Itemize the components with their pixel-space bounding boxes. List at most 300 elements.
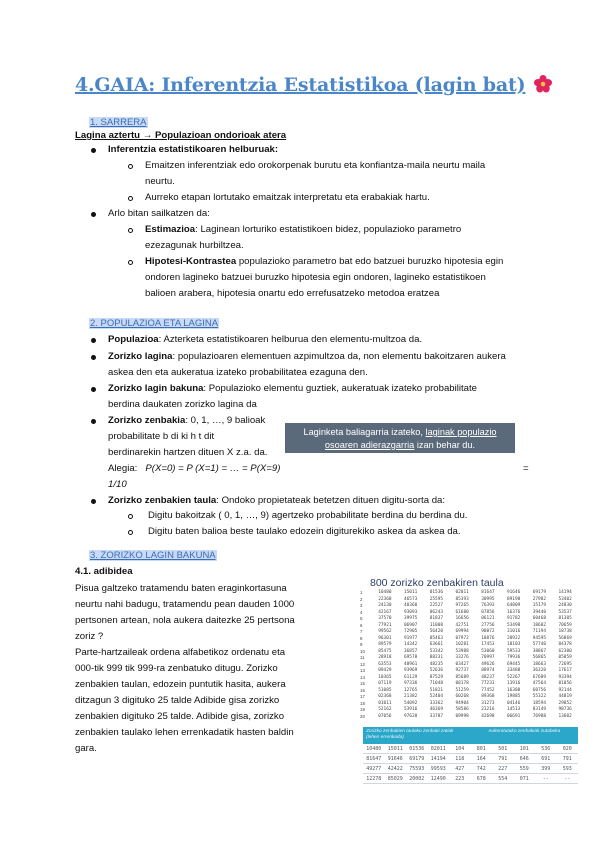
term: Zorizko zenbakien taula xyxy=(108,495,217,506)
table-cell: 42698 xyxy=(481,713,495,719)
table-cell: 691 xyxy=(541,756,551,762)
table-cell: 72695 xyxy=(558,661,572,667)
table-cell: 49277 xyxy=(366,766,382,772)
table-row xyxy=(363,744,578,754)
table-cell: 101 xyxy=(519,746,529,752)
table-cell: 92144 xyxy=(558,687,572,693)
list-item-continuation: berdina daukaten zorizko lagina da xyxy=(108,399,257,410)
table-cell: 05859 xyxy=(558,655,572,660)
table-cell: 48360 xyxy=(404,603,418,608)
table-cell: 53537 xyxy=(558,609,572,615)
table-cell: 14 xyxy=(360,674,365,680)
table-cell: 164 xyxy=(476,756,486,762)
table-cell: 07856 xyxy=(481,609,495,615)
table-row xyxy=(363,764,578,774)
table-cell: 91977 xyxy=(404,635,418,641)
section-heading-sarrera: 1. SARRERA xyxy=(90,117,147,128)
table-cell: 42751 xyxy=(455,622,469,628)
table-cell: 62300 xyxy=(558,648,572,654)
table-cell: 19885 xyxy=(507,694,521,699)
table-cell: 7 xyxy=(360,629,363,634)
table-cell: 16308 xyxy=(507,687,521,693)
table-cell: 57740 xyxy=(532,642,546,647)
list-item xyxy=(108,333,422,346)
table-cell: 81647 xyxy=(366,756,382,762)
list-item: Digitu baten balioa beste taulako edozein digiturekiko askea da askea da. xyxy=(148,526,461,537)
table-cell: 801 xyxy=(476,746,486,752)
table-cell: 37570 xyxy=(378,616,392,621)
table-cell: 12 xyxy=(360,661,365,667)
table-cell: 67689 xyxy=(532,674,546,680)
table-cell: 40961 xyxy=(404,661,418,667)
table-cell: 28918 xyxy=(378,655,392,660)
section-heading-zorizko-lagin: 3. ZORIZKO LAGIN BAKUNA xyxy=(90,550,216,561)
table-cell: 24130 xyxy=(378,603,392,608)
table-cell: 01011 xyxy=(378,700,392,706)
table-cell: 13602 xyxy=(558,713,572,719)
table-cell: 69179 xyxy=(532,590,546,595)
table-cell: 56865 xyxy=(532,655,546,660)
table-cell: 16 xyxy=(360,687,365,693)
formula-equals: = xyxy=(523,463,529,474)
bullet-icon xyxy=(91,212,96,217)
table-cell: 31273 xyxy=(481,700,495,706)
table-cell: 6 xyxy=(360,622,363,628)
table-cell: 53402 xyxy=(558,596,572,602)
table-cell: 223 xyxy=(455,776,465,782)
table-cell: 12278 xyxy=(366,776,382,782)
table-cell: 39975 xyxy=(404,616,418,621)
table-cell: 04146 xyxy=(507,700,521,706)
table-cell: 56420 xyxy=(429,629,443,634)
selected-numbers-table xyxy=(363,727,578,784)
table-cell: 76988 xyxy=(532,713,546,719)
table-cell: 85393 xyxy=(455,596,469,602)
list-item: Emaitzen inferentziak edo orokorpenak burutu eta konfiantza-maila neurtu maila xyxy=(145,160,486,171)
table-cell: 77233 xyxy=(481,681,495,686)
table-cell: 25595 xyxy=(429,596,443,602)
table-cell: 06121 xyxy=(481,616,495,621)
table-cell: 020 xyxy=(562,746,572,752)
table-cell: 93969 xyxy=(404,668,418,673)
table-cell: 52267 xyxy=(507,674,521,680)
table-cell: 53498 xyxy=(507,622,521,628)
table-row xyxy=(363,774,578,784)
table-cell: 91782 xyxy=(507,616,521,621)
list-item: Digitu bakoitzak ( 0, 1, …, 9) agertzeko probabilitate berdina du berdina du. xyxy=(148,510,468,521)
table-cell: 47564 xyxy=(532,681,546,686)
table-cell: 15011 xyxy=(404,590,418,595)
table-cell: 61129 xyxy=(404,674,418,680)
definition: : Azterketa estatistikoaren helburua den elementu-multzoa da. xyxy=(158,334,423,345)
table-cell: 51259 xyxy=(455,687,469,693)
table-cell: 60468 xyxy=(532,616,546,621)
selected-table-body xyxy=(363,744,578,784)
selected-table-header xyxy=(363,727,578,744)
table-cell: 27756 xyxy=(481,622,495,628)
table-cell: 12765 xyxy=(404,687,418,693)
table-cell: 06907 xyxy=(404,622,418,628)
table-cell: 81837 xyxy=(429,616,443,621)
table-cell: 24830 xyxy=(558,603,572,608)
table-cell: 8 xyxy=(360,635,363,641)
table-cell: 554 xyxy=(498,776,508,782)
table-cell: 46573 xyxy=(404,596,418,602)
list-item-continuation: askea den eta aukeratua izateko probabilitatea ezaguna den. xyxy=(108,367,368,378)
table-cell: 39440 xyxy=(532,609,546,615)
paragraph-line: Pisua galtzeko tratamendu baten eraginkortasuna xyxy=(75,583,287,594)
table-cell: 81305 xyxy=(558,616,572,621)
table-cell: 44819 xyxy=(558,694,572,699)
table-cell: 742 xyxy=(476,766,486,772)
paragraph-line: 000-tik 999 tik 999-ra zenbatuko ditugu. Zorizko xyxy=(75,663,278,674)
table-cell: 89368 xyxy=(481,694,495,699)
table-cell: 19 xyxy=(360,707,365,712)
table-cell: 11008 xyxy=(429,622,443,628)
definition: populazioko parametro bat edo batzuei buruzko hipotesia egin xyxy=(236,256,504,267)
table-cell: 51821 xyxy=(429,687,443,693)
definition: : populazioaren elementuen azpimultzoa da, non elementu bakoitzaren aukera xyxy=(172,351,506,362)
list-item xyxy=(108,382,477,395)
table-cell: 09998 xyxy=(455,713,469,719)
table-cell: 18 xyxy=(360,700,365,706)
table-cell: -- xyxy=(542,776,549,782)
table-cell: 10 xyxy=(360,648,365,654)
table-cell: 22368 xyxy=(378,596,392,602)
table-cell: 15 xyxy=(360,681,365,686)
bullet-icon xyxy=(91,355,96,360)
list-item xyxy=(145,223,461,236)
table-cell: 77452 xyxy=(481,687,495,693)
table-cell: 30995 xyxy=(481,596,495,602)
table-cell: 81056 xyxy=(558,681,572,686)
table-cell: 678 xyxy=(476,776,486,782)
table-cell: 70997 xyxy=(481,655,495,660)
table-row xyxy=(363,754,578,764)
table-cell: 427 xyxy=(455,766,465,772)
table-cell: 98872 xyxy=(481,629,495,634)
table-cell: 87529 xyxy=(429,674,443,680)
callout-text: izan behar du. xyxy=(414,439,476,450)
table-cell: 88231 xyxy=(429,655,443,660)
table-cell: 18876 xyxy=(481,635,495,641)
table-cell: 55322 xyxy=(532,694,546,699)
formula-value: 1/10 xyxy=(108,479,127,490)
table-cell: 91646 xyxy=(387,756,403,762)
list-item xyxy=(145,255,503,268)
table-cell: 49626 xyxy=(481,661,495,667)
table-cell: 70659 xyxy=(558,622,572,628)
table-cell: 54092 xyxy=(404,700,418,706)
circle-bullet-icon xyxy=(128,514,133,519)
table-cell: 85029 xyxy=(387,776,403,782)
table-cell: 69179 xyxy=(409,756,425,762)
term: Zorizko zenbakia xyxy=(108,415,186,426)
table-cell: 03427 xyxy=(455,661,469,667)
table-cell: 59533 xyxy=(507,648,521,654)
table-cell: 53060 xyxy=(481,648,495,654)
table-cell: 501 xyxy=(498,746,508,752)
definition: : Laginean lorturiko estatistikoen bidez, populazioko parametro xyxy=(195,224,462,235)
table-cell: 79936 xyxy=(507,655,521,660)
list-item xyxy=(108,414,265,427)
paragraph-line: zoriz ? xyxy=(75,631,104,642)
circle-bullet-icon xyxy=(128,196,133,201)
table-cell: 18738 xyxy=(558,629,572,634)
table-cell: 21382 xyxy=(404,694,418,699)
table-cell: 20922 xyxy=(507,635,521,641)
table-cell: 18663 xyxy=(532,661,546,667)
list-item-continuation: balioen arabera, hipotesia onartu edo errefusatzeko metodoa eratzea xyxy=(145,288,440,299)
table-cell: 4 xyxy=(360,609,363,615)
table-cell: -- xyxy=(564,776,571,782)
table-cell: 51085 xyxy=(378,687,392,693)
table-cell: 33276 xyxy=(455,655,469,660)
bullet-icon xyxy=(91,387,96,392)
table-cell: 10365 xyxy=(378,674,392,680)
paragraph-line: Parte-hartzaileak ordena alfabetikoz ordenatu eta xyxy=(75,647,286,658)
table-cell: 33362 xyxy=(429,700,443,706)
table-cell: 12490 xyxy=(430,776,446,782)
table-cell: 69445 xyxy=(507,661,521,667)
list-item: Inferentzia estatistikoaren helburuak: xyxy=(108,144,279,155)
table-cell: 98736 xyxy=(558,707,572,712)
list-item xyxy=(108,494,445,507)
table-cell: 05463 xyxy=(429,635,443,641)
table-cell: 5 xyxy=(360,616,363,621)
table-cell: 56869 xyxy=(558,635,572,641)
table-cell: 85689 xyxy=(455,674,469,680)
table-cell: 69578 xyxy=(404,655,418,660)
list-item-continuation: berdinarekin hartzen dituen X z.a. da. xyxy=(108,447,268,458)
table-cell: 71048 xyxy=(429,681,443,686)
table-cell: 18602 xyxy=(532,622,546,628)
formula-line xyxy=(108,462,280,475)
paragraph-line: zenbakien digituko 25 talde. Adibide gisa, zorizko xyxy=(75,711,285,722)
term: Zorizko lagin bakuna xyxy=(108,383,204,394)
table-cell: 17 xyxy=(360,694,365,699)
table-cell: 52162 xyxy=(378,707,392,712)
definition: : 0, 1, …, 9 balioak xyxy=(185,415,266,426)
table-cell: 17617 xyxy=(558,668,572,673)
table-cell: 2 xyxy=(360,596,363,602)
header-right: Aukeratutako zenbakiak zutabeka xyxy=(488,729,561,734)
circle-bullet-icon xyxy=(128,260,133,265)
table-cell: 89198 xyxy=(507,596,521,602)
bullet-icon xyxy=(91,338,96,343)
table-cell: 94904 xyxy=(455,700,469,706)
table-cell: 10281 xyxy=(455,642,469,647)
table-cell: 91646 xyxy=(507,590,521,595)
table-cell: 14513 xyxy=(507,707,521,712)
table-cell: 48235 xyxy=(429,661,443,667)
table-cell: 20 xyxy=(360,713,365,719)
table-cell: 33787 xyxy=(429,713,443,719)
definition: : Ondoko propietateak betetzen dituen digitu-sorta da: xyxy=(216,495,446,506)
table-cell: 93394 xyxy=(558,674,572,680)
table-cell: 14194 xyxy=(430,756,446,762)
table-cell: 07972 xyxy=(455,635,469,641)
table-cell: 07056 xyxy=(378,713,392,719)
table-cell: 92737 xyxy=(455,668,469,673)
table-cell: 18103 xyxy=(507,642,521,647)
circle-bullet-icon xyxy=(128,164,133,169)
table-cell: 10480 xyxy=(366,746,382,752)
table-cell: 46369 xyxy=(429,707,443,712)
list-item-continuation: probabilitate b di ki h t dit xyxy=(108,431,215,442)
table-cell: 48237 xyxy=(481,674,495,680)
callout-text: Laginketa baliagarria izateko, xyxy=(303,427,426,437)
example-paragraph-1 xyxy=(75,581,295,645)
table-cell: 99562 xyxy=(378,629,392,634)
formula-label: Alegia: xyxy=(108,463,138,474)
table-cell: 97265 xyxy=(455,603,469,608)
term: Populazioa xyxy=(108,334,159,345)
table-cell: 69994 xyxy=(455,629,469,634)
table-cell: 31016 xyxy=(507,629,521,634)
table-row xyxy=(360,714,578,721)
table-cell: 16376 xyxy=(507,609,521,615)
table-cell: 52636 xyxy=(429,668,443,673)
table-cell: 42167 xyxy=(378,609,392,615)
table-cell: 93093 xyxy=(404,609,418,615)
table-cell: 791 xyxy=(562,756,572,762)
page-title xyxy=(75,74,552,96)
table-cell: 071 xyxy=(519,776,529,782)
table-cell: 16656 xyxy=(455,616,469,621)
table-cell: 27982 xyxy=(532,596,546,602)
table-cell: 99593 xyxy=(430,766,446,772)
table-cell: 01536 xyxy=(409,746,425,752)
circle-bullet-icon xyxy=(128,228,133,233)
list-item-continuation: ezezagunak hurbiltzea. xyxy=(145,240,244,251)
table-cell: 593 xyxy=(562,766,572,772)
table-cell: 97628 xyxy=(404,713,418,719)
table-cell: 646 xyxy=(519,756,529,762)
random-table-title: 800 zorizko zenbakiren taula xyxy=(370,577,504,589)
table-cell: 53342 xyxy=(429,648,443,654)
table-cell: 53916 xyxy=(404,707,418,712)
paragraph-line: neurtu nahi badugu, tratamendu pean dauden 1000 xyxy=(75,599,295,610)
paragraph-line: pertsonen artean, nola aukera daitezke 25 pertsona xyxy=(75,615,295,626)
hibiscus-icon xyxy=(534,75,552,93)
table-cell: 14342 xyxy=(404,642,418,647)
example-paragraph-2 xyxy=(75,645,294,757)
table-cell: 22527 xyxy=(429,603,443,608)
table-cell: 06243 xyxy=(429,609,443,615)
table-cell: 71194 xyxy=(532,629,546,634)
table-cell: 13916 xyxy=(507,681,521,686)
page-title-text: 4.GAIA: Inferentzia Estatistikoa (lagin bat) xyxy=(75,74,526,96)
table-cell: 06691 xyxy=(507,713,521,719)
table-cell: 94595 xyxy=(532,635,546,641)
section-heading-populazioa: 2. POPULAZIOA ETA LAGINA xyxy=(90,318,219,329)
table-cell: 81647 xyxy=(481,590,495,595)
section-subheading: Lagina aztertu → Populazioan ondorioak atera xyxy=(75,130,287,141)
table-cell: 3 xyxy=(360,603,363,608)
table-cell: 227 xyxy=(498,766,508,772)
table-cell: 76393 xyxy=(481,603,495,608)
table-cell: 104 xyxy=(455,746,465,752)
bullet-icon xyxy=(91,499,96,504)
table-cell: 36857 xyxy=(404,648,418,654)
table-cell: 60268 xyxy=(455,694,469,699)
table-cell: 17453 xyxy=(481,642,495,647)
table-cell: 38867 xyxy=(532,648,546,654)
list-item xyxy=(108,350,506,363)
term: Zorizko lagina xyxy=(108,351,173,362)
table-cell: 36320 xyxy=(532,668,546,673)
table-cell: 60756 xyxy=(532,687,546,693)
term: Estimazioa xyxy=(145,224,196,235)
table-cell: 84378 xyxy=(558,642,572,647)
table-cell: 88974 xyxy=(481,668,495,673)
table-cell: 20002 xyxy=(409,776,425,782)
table-cell: 536 xyxy=(541,746,551,752)
example-title: 4.1. adibidea xyxy=(75,566,133,577)
table-cell: 791 xyxy=(498,756,508,762)
table-cell: 02368 xyxy=(378,694,392,699)
table-cell: 83149 xyxy=(532,707,546,712)
table-cell: 52404 xyxy=(429,694,443,699)
table-cell: 07119 xyxy=(378,681,392,686)
bullet-icon xyxy=(91,148,96,153)
table-cell: 01536 xyxy=(429,590,443,595)
list-item-continuation: neurtu. xyxy=(145,176,175,187)
table-cell: 33488 xyxy=(507,668,521,673)
table-cell: 42422 xyxy=(387,766,403,772)
term: Hipotesi-Kontrastea xyxy=(145,256,237,267)
formula: P(X=0) = P (X=1) = … = P(X=9) xyxy=(145,463,281,474)
table-cell: 77921 xyxy=(378,622,392,628)
table-cell: 9 xyxy=(360,642,363,647)
table-cell: 64809 xyxy=(507,603,521,608)
definition: : Populazioko elementu guztiek, aukeratuak izateko probabilitate xyxy=(203,383,478,394)
table-cell: 02011 xyxy=(430,746,446,752)
table-cell: 97336 xyxy=(404,681,418,686)
bullet-icon xyxy=(91,419,96,424)
table-cell: 23216 xyxy=(481,707,495,712)
circle-bullet-icon xyxy=(128,530,133,535)
paragraph-line: zenbakien taulako lehen errenkadatik hasten baldin xyxy=(75,727,294,738)
table-cell: 18594 xyxy=(532,700,546,706)
list-item: Aurreko etapan lortutako emaitzak interpretatu eta erabakiak hartu. xyxy=(145,192,430,203)
table-cell: 15011 xyxy=(387,746,403,752)
table-cell: 85475 xyxy=(378,648,392,654)
table-cell: 58586 xyxy=(455,707,469,712)
table-cell: 11 xyxy=(360,655,365,660)
paragraph-line: zenbakien taulan, edozein puntutik hasita, aukera xyxy=(75,679,286,690)
table-cell: 118 xyxy=(455,756,465,762)
table-cell: 63661 xyxy=(429,642,443,647)
callout-underline: osoaren adierazgarria xyxy=(324,439,415,450)
paragraph-line: gara. xyxy=(75,743,97,754)
table-cell: 08178 xyxy=(455,681,469,686)
table-cell: 02011 xyxy=(455,590,469,595)
table-cell: 399 xyxy=(541,766,551,772)
table-cell: 14194 xyxy=(558,590,572,595)
list-item: Arlo bitan sailkatzen da: xyxy=(108,208,210,219)
table-cell: 1 xyxy=(360,590,363,595)
table-cell: 13 xyxy=(360,668,365,673)
table-cell: 61680 xyxy=(455,609,469,615)
table-cell: 10480 xyxy=(378,590,392,595)
table-cell: 89579 xyxy=(378,642,392,647)
table-cell: 72905 xyxy=(404,629,418,634)
random-numbers-table xyxy=(360,590,578,722)
table-cell: 09429 xyxy=(378,668,392,673)
callout-box xyxy=(285,423,515,453)
